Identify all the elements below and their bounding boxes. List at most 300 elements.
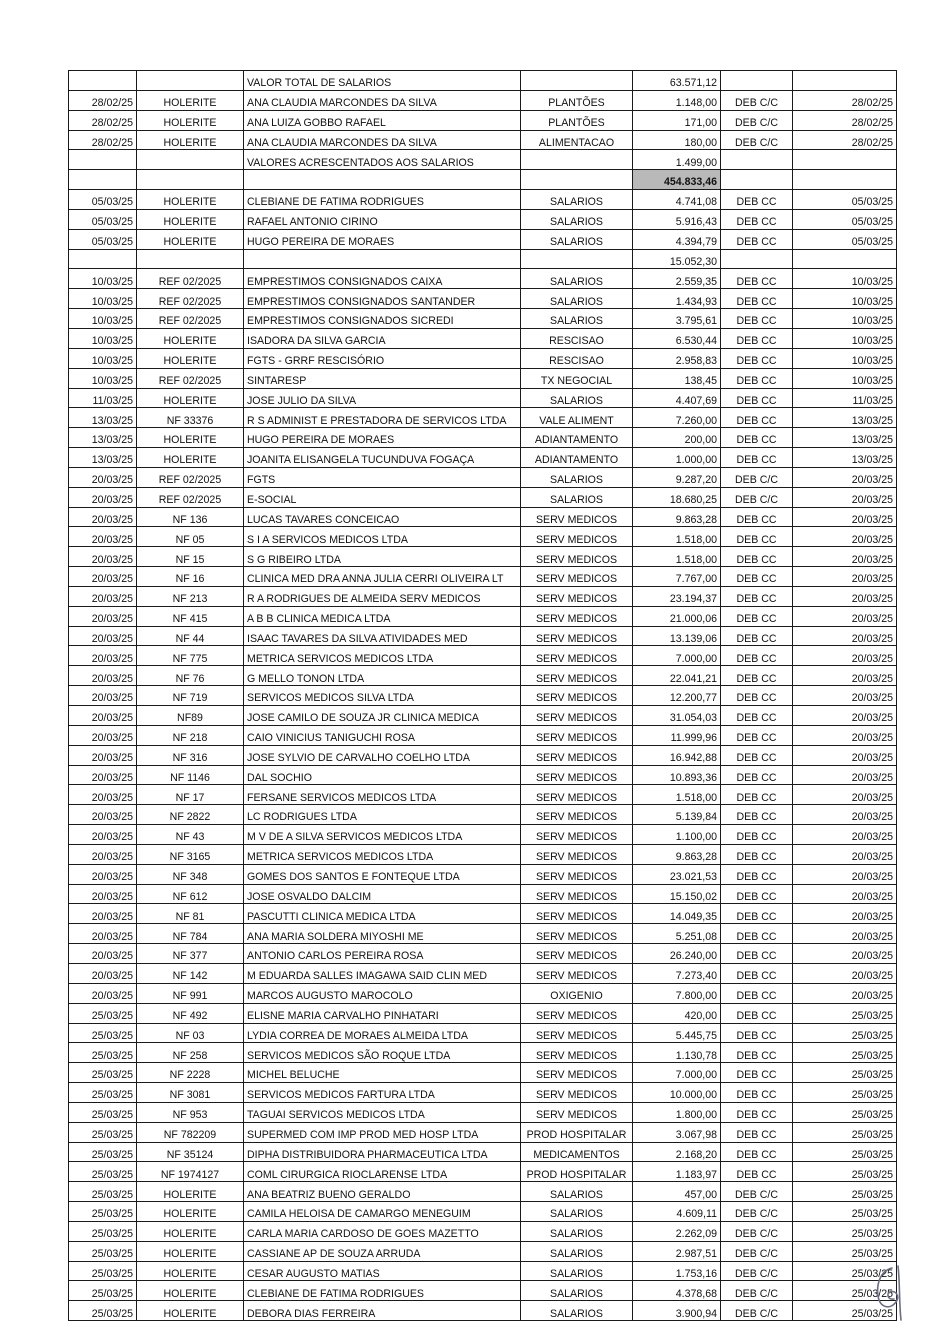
- row-description: EMPRESTIMOS CONSIGNADOS SICREDI: [244, 309, 521, 329]
- row-description: SERVICOS MEDICOS FARTURA LTDA: [244, 1083, 521, 1103]
- row-payment: DEB CC: [721, 924, 793, 944]
- row-payment: DEB CC: [721, 1063, 793, 1083]
- row-description: CESAR AUGUSTO MATIAS: [244, 1261, 521, 1281]
- table-row: [69, 567, 897, 587]
- row-value: 2.987,51: [633, 1241, 721, 1261]
- row-category: [521, 170, 633, 190]
- table-row: [69, 190, 897, 210]
- row-value: 7.000,00: [633, 646, 721, 666]
- row-description: FGTS: [244, 467, 521, 487]
- row-paid-date: 13/03/25: [793, 408, 897, 428]
- row-category: SALARIOS: [521, 1281, 633, 1301]
- row-doc: NF 81: [137, 904, 244, 924]
- table-row: [69, 1142, 897, 1162]
- row-paid-date: 25/03/25: [793, 1102, 897, 1122]
- row-payment: DEB CC: [721, 428, 793, 448]
- row-doc: NF 16: [137, 567, 244, 587]
- row-value: 454.833,46: [633, 170, 721, 190]
- row-description: ANA CLAUDIA MARCONDES DA SILVA: [244, 90, 521, 110]
- table-row: [69, 209, 897, 229]
- row-payment: DEB CC: [721, 309, 793, 329]
- row-paid-date: 20/03/25: [793, 527, 897, 547]
- row-description: ANA CLAUDIA MARCONDES DA SILVA: [244, 130, 521, 150]
- row-payment: DEB CC: [721, 844, 793, 864]
- row-category: ALIMENTACAO: [521, 130, 633, 150]
- row-value: 12.200,77: [633, 686, 721, 706]
- row-payment: DEB CC: [721, 348, 793, 368]
- row-value: 420,00: [633, 1003, 721, 1023]
- row-payment: DEB CC: [721, 269, 793, 289]
- row-date: 10/03/25: [69, 309, 137, 329]
- row-payment: DEB CC: [721, 388, 793, 408]
- row-category: SERV MEDICOS: [521, 507, 633, 527]
- row-paid-date: 20/03/25: [793, 467, 897, 487]
- table-row: [69, 765, 897, 785]
- row-category: SALARIOS: [521, 269, 633, 289]
- row-doc: REF 02/2025: [137, 467, 244, 487]
- table-row: [69, 666, 897, 686]
- table-row: [69, 388, 897, 408]
- row-category: SALARIOS: [521, 190, 633, 210]
- table-row: [69, 90, 897, 110]
- row-payment: [721, 150, 793, 170]
- row-payment: DEB CC: [721, 765, 793, 785]
- row-value: 15.150,02: [633, 884, 721, 904]
- row-description: ANA BEATRIZ BUENO GERALDO: [244, 1182, 521, 1202]
- row-category: RESCISAO: [521, 348, 633, 368]
- row-doc: HOLERITE: [137, 209, 244, 229]
- row-description: DIPHA DISTRIBUIDORA PHARMACEUTICA LTDA: [244, 1142, 521, 1162]
- row-date: 20/03/25: [69, 963, 137, 983]
- row-payment: DEB CC: [721, 507, 793, 527]
- row-payment: DEB CC: [721, 229, 793, 249]
- row-date: 25/03/25: [69, 1003, 137, 1023]
- table-row: [69, 1182, 897, 1202]
- row-value: 26.240,00: [633, 944, 721, 964]
- row-payment: [721, 249, 793, 269]
- table-row: [69, 1003, 897, 1023]
- row-description: JOANITA ELISANGELA TUCUNDUVA FOGAÇA: [244, 448, 521, 468]
- row-paid-date: 28/02/25: [793, 130, 897, 150]
- row-description: SERVICOS MEDICOS SILVA LTDA: [244, 686, 521, 706]
- row-doc: NF 142: [137, 963, 244, 983]
- row-description: VALORES ACRESCENTADOS AOS SALARIOS: [244, 150, 521, 170]
- row-value: 1.183,97: [633, 1162, 721, 1182]
- row-paid-date: 20/03/25: [793, 666, 897, 686]
- row-category: SALARIOS: [521, 1221, 633, 1241]
- row-paid-date: 20/03/25: [793, 725, 897, 745]
- row-value: 2.262,09: [633, 1221, 721, 1241]
- row-paid-date: [793, 71, 897, 91]
- row-description: ELISNE MARIA CARVALHO PINHATARI: [244, 1003, 521, 1023]
- row-category: SALARIOS: [521, 229, 633, 249]
- row-paid-date: 20/03/25: [793, 606, 897, 626]
- row-description: VALOR TOTAL DE SALARIOS: [244, 71, 521, 91]
- row-payment: DEB CC: [721, 368, 793, 388]
- row-payment: DEB CC: [721, 1122, 793, 1142]
- table-row: [69, 1083, 897, 1103]
- row-payment: DEB CC: [721, 527, 793, 547]
- row-doc: NF 415: [137, 606, 244, 626]
- row-paid-date: 25/03/25: [793, 1281, 897, 1301]
- row-category: SERV MEDICOS: [521, 567, 633, 587]
- row-date: 20/03/25: [69, 606, 137, 626]
- row-paid-date: 25/03/25: [793, 1083, 897, 1103]
- row-category: SERV MEDICOS: [521, 805, 633, 825]
- row-paid-date: 25/03/25: [793, 1063, 897, 1083]
- row-date: 20/03/25: [69, 785, 137, 805]
- row-payment: DEB CC: [721, 448, 793, 468]
- row-doc: REF 02/2025: [137, 368, 244, 388]
- row-category: SERV MEDICOS: [521, 1003, 633, 1023]
- table-row: [69, 507, 897, 527]
- row-date: [69, 170, 137, 190]
- row-category: SERV MEDICOS: [521, 1043, 633, 1063]
- row-category: SALARIOS: [521, 1202, 633, 1222]
- row-payment: DEB C/C: [721, 90, 793, 110]
- table-row: [69, 368, 897, 388]
- table-row: [69, 487, 897, 507]
- row-doc: NF 1146: [137, 765, 244, 785]
- row-paid-date: 20/03/25: [793, 507, 897, 527]
- row-category: PROD HOSPITALAR: [521, 1122, 633, 1142]
- row-date: 20/03/25: [69, 844, 137, 864]
- row-doc: NF 377: [137, 944, 244, 964]
- row-date: 20/03/25: [69, 983, 137, 1003]
- row-payment: DEB CC: [721, 825, 793, 845]
- row-date: 25/03/25: [69, 1241, 137, 1261]
- row-date: 05/03/25: [69, 190, 137, 210]
- row-date: 20/03/25: [69, 507, 137, 527]
- row-category: OXIGENIO: [521, 983, 633, 1003]
- row-description: DEBORA DIAS FERREIRA: [244, 1301, 521, 1321]
- row-date: 20/03/25: [69, 805, 137, 825]
- row-date: 20/03/25: [69, 586, 137, 606]
- row-doc: [137, 249, 244, 269]
- row-value: 6.530,44: [633, 328, 721, 348]
- row-date: 25/03/25: [69, 1043, 137, 1063]
- row-value: 5.916,43: [633, 209, 721, 229]
- row-paid-date: 25/03/25: [793, 1261, 897, 1281]
- row-description: CLEBIANE DE FATIMA RODRIGUES: [244, 1281, 521, 1301]
- row-description: SUPERMED COM IMP PROD MED HOSP LTDA: [244, 1122, 521, 1142]
- row-payment: DEB CC: [721, 1142, 793, 1162]
- row-paid-date: 25/03/25: [793, 1122, 897, 1142]
- row-payment: DEB C/C: [721, 1301, 793, 1321]
- row-date: 13/03/25: [69, 428, 137, 448]
- row-value: 1.753,16: [633, 1261, 721, 1281]
- row-description: METRICA SERVICOS MEDICOS LTDA: [244, 844, 521, 864]
- row-payment: DEB CC: [721, 745, 793, 765]
- row-date: [69, 249, 137, 269]
- row-category: SERV MEDICOS: [521, 666, 633, 686]
- row-date: 13/03/25: [69, 408, 137, 428]
- row-paid-date: 10/03/25: [793, 289, 897, 309]
- row-payment: DEB CC: [721, 686, 793, 706]
- table-row: [69, 110, 897, 130]
- table-row: [69, 1102, 897, 1122]
- row-doc: NF 76: [137, 666, 244, 686]
- row-date: 20/03/25: [69, 467, 137, 487]
- row-category: ADIANTAMENTO: [521, 448, 633, 468]
- row-payment: DEB CC: [721, 1043, 793, 1063]
- row-paid-date: 20/03/25: [793, 805, 897, 825]
- row-value: 31.054,03: [633, 706, 721, 726]
- row-paid-date: 10/03/25: [793, 269, 897, 289]
- row-category: SERV MEDICOS: [521, 1083, 633, 1103]
- row-value: 3.795,61: [633, 309, 721, 329]
- row-paid-date: 20/03/25: [793, 864, 897, 884]
- row-category: SALARIOS: [521, 388, 633, 408]
- row-description: JOSE JULIO DA SILVA: [244, 388, 521, 408]
- row-description: EMPRESTIMOS CONSIGNADOS CAIXA: [244, 269, 521, 289]
- row-category: PROD HOSPITALAR: [521, 1162, 633, 1182]
- row-description: [244, 170, 521, 190]
- row-doc: HOLERITE: [137, 1241, 244, 1261]
- row-doc: HOLERITE: [137, 90, 244, 110]
- row-description: TAGUAI SERVICOS MEDICOS LTDA: [244, 1102, 521, 1122]
- row-description: ISAAC TAVARES DA SILVA ATIVIDADES MED: [244, 626, 521, 646]
- table-row: [69, 586, 897, 606]
- row-category: SERV MEDICOS: [521, 547, 633, 567]
- row-payment: DEB CC: [721, 944, 793, 964]
- row-paid-date: [793, 170, 897, 190]
- row-date: 20/03/25: [69, 825, 137, 845]
- row-doc: HOLERITE: [137, 1221, 244, 1241]
- row-value: 2.168,20: [633, 1142, 721, 1162]
- row-description: A B B CLINICA MEDICA LTDA: [244, 606, 521, 626]
- row-date: 25/03/25: [69, 1023, 137, 1043]
- row-paid-date: 20/03/25: [793, 765, 897, 785]
- table-row: [69, 1261, 897, 1281]
- row-doc: HOLERITE: [137, 1281, 244, 1301]
- row-payment: DEB CC: [721, 1102, 793, 1122]
- row-category: PLANTÕES: [521, 90, 633, 110]
- row-description: METRICA SERVICOS MEDICOS LTDA: [244, 646, 521, 666]
- row-value: 1.518,00: [633, 527, 721, 547]
- table-row: [69, 289, 897, 309]
- row-description: PASCUTTI CLINICA MEDICA LTDA: [244, 904, 521, 924]
- row-value: 1.518,00: [633, 785, 721, 805]
- row-category: SERV MEDICOS: [521, 686, 633, 706]
- row-doc: REF 02/2025: [137, 309, 244, 329]
- row-date: 20/03/25: [69, 924, 137, 944]
- row-category: ADIANTAMENTO: [521, 428, 633, 448]
- row-payment: DEB CC: [721, 567, 793, 587]
- row-description: R A RODRIGUES DE ALMEIDA SERV MEDICOS: [244, 586, 521, 606]
- row-doc: HOLERITE: [137, 1301, 244, 1321]
- row-category: SERV MEDICOS: [521, 963, 633, 983]
- row-doc: NF 2228: [137, 1063, 244, 1083]
- row-category: SERV MEDICOS: [521, 765, 633, 785]
- row-value: 15.052,30: [633, 249, 721, 269]
- row-category: SERV MEDICOS: [521, 785, 633, 805]
- row-doc: NF 775: [137, 646, 244, 666]
- row-value: 1.434,93: [633, 289, 721, 309]
- row-category: SERV MEDICOS: [521, 864, 633, 884]
- table-row: [69, 1063, 897, 1083]
- row-description: JOSE CAMILO DE SOUZA JR CLINICA MEDICA: [244, 706, 521, 726]
- row-date: 25/03/25: [69, 1063, 137, 1083]
- row-value: 5.251,08: [633, 924, 721, 944]
- row-value: 1.100,00: [633, 825, 721, 845]
- row-paid-date: 20/03/25: [793, 686, 897, 706]
- row-description: GOMES DOS SANTOS E FONTEQUE LTDA: [244, 864, 521, 884]
- row-paid-date: 25/03/25: [793, 1202, 897, 1222]
- row-category: SALARIOS: [521, 467, 633, 487]
- row-description: ANA MARIA SOLDERA MIYOSHI ME: [244, 924, 521, 944]
- table-row: [69, 348, 897, 368]
- row-doc: NF 213: [137, 586, 244, 606]
- row-payment: DEB CC: [721, 666, 793, 686]
- row-date: 25/03/25: [69, 1083, 137, 1103]
- row-doc: HOLERITE: [137, 1261, 244, 1281]
- row-category: SERV MEDICOS: [521, 1102, 633, 1122]
- row-category: MEDICAMENTOS: [521, 1142, 633, 1162]
- row-doc: NF 35124: [137, 1142, 244, 1162]
- row-date: 20/03/25: [69, 567, 137, 587]
- row-payment: DEB C/C: [721, 1221, 793, 1241]
- row-paid-date: 05/03/25: [793, 190, 897, 210]
- row-value: 9.287,20: [633, 467, 721, 487]
- row-category: SERV MEDICOS: [521, 924, 633, 944]
- table-row: [69, 130, 897, 150]
- row-date: 10/03/25: [69, 289, 137, 309]
- row-value: 7.767,00: [633, 567, 721, 587]
- row-category: SALARIOS: [521, 1182, 633, 1202]
- row-paid-date: 25/03/25: [793, 1003, 897, 1023]
- row-value: 4.741,08: [633, 190, 721, 210]
- row-description: EMPRESTIMOS CONSIGNADOS SANTANDER: [244, 289, 521, 309]
- table-row: [69, 269, 897, 289]
- row-category: SERV MEDICOS: [521, 1023, 633, 1043]
- row-paid-date: 28/02/25: [793, 110, 897, 130]
- row-description: JOSE SYLVIO DE CARVALHO COELHO LTDA: [244, 745, 521, 765]
- row-doc: NF 2822: [137, 805, 244, 825]
- row-date: 20/03/25: [69, 487, 137, 507]
- table-row: [69, 725, 897, 745]
- row-value: 1.499,00: [633, 150, 721, 170]
- row-date: 20/03/25: [69, 527, 137, 547]
- row-value: 171,00: [633, 110, 721, 130]
- row-doc: NF 1974127: [137, 1162, 244, 1182]
- table-row: [69, 785, 897, 805]
- row-paid-date: 20/03/25: [793, 963, 897, 983]
- row-payment: DEB CC: [721, 586, 793, 606]
- row-doc: NF 03: [137, 1023, 244, 1043]
- row-paid-date: 05/03/25: [793, 209, 897, 229]
- table-row: [69, 924, 897, 944]
- table-row: [69, 547, 897, 567]
- row-payment: [721, 71, 793, 91]
- row-value: 7.273,40: [633, 963, 721, 983]
- row-category: SERV MEDICOS: [521, 825, 633, 845]
- row-paid-date: 20/03/25: [793, 924, 897, 944]
- row-doc: NF 15: [137, 547, 244, 567]
- row-value: 22.041,21: [633, 666, 721, 686]
- row-date: 05/03/25: [69, 209, 137, 229]
- row-value: 18.680,25: [633, 487, 721, 507]
- table-row: [69, 646, 897, 666]
- row-doc: HOLERITE: [137, 1202, 244, 1222]
- row-category: SERV MEDICOS: [521, 745, 633, 765]
- table-row: [69, 825, 897, 845]
- row-date: 25/03/25: [69, 1221, 137, 1241]
- table-row: [69, 1043, 897, 1063]
- row-value: 14.049,35: [633, 904, 721, 924]
- table-row: [69, 71, 897, 91]
- row-value: 4.407,69: [633, 388, 721, 408]
- row-payment: DEB C/C: [721, 467, 793, 487]
- row-doc: NF 33376: [137, 408, 244, 428]
- row-date: 13/03/25: [69, 448, 137, 468]
- row-date: 20/03/25: [69, 547, 137, 567]
- row-value: 11.999,96: [633, 725, 721, 745]
- row-payment: DEB CC: [721, 606, 793, 626]
- row-payment: DEB C/C: [721, 1281, 793, 1301]
- row-category: [521, 150, 633, 170]
- table-row: [69, 527, 897, 547]
- row-doc: NF 612: [137, 884, 244, 904]
- row-payment: DEB CC: [721, 190, 793, 210]
- row-paid-date: 25/03/25: [793, 1043, 897, 1063]
- row-value: 5.445,75: [633, 1023, 721, 1043]
- row-paid-date: 25/03/25: [793, 1241, 897, 1261]
- row-payment: DEB C/C: [721, 1202, 793, 1222]
- row-date: 20/03/25: [69, 706, 137, 726]
- row-paid-date: 20/03/25: [793, 825, 897, 845]
- row-doc: REF 02/2025: [137, 487, 244, 507]
- row-description: COML CIRURGICA RIOCLARENSE LTDA: [244, 1162, 521, 1182]
- row-payment: DEB CC: [721, 1162, 793, 1182]
- row-paid-date: 20/03/25: [793, 586, 897, 606]
- row-date: 20/03/25: [69, 745, 137, 765]
- row-value: 13.139,06: [633, 626, 721, 646]
- table-row: [69, 309, 897, 329]
- table-row: [69, 1241, 897, 1261]
- row-doc: HOLERITE: [137, 110, 244, 130]
- row-paid-date: 11/03/25: [793, 388, 897, 408]
- row-description: LYDIA CORREA DE MORAES ALMEIDA LTDA: [244, 1023, 521, 1043]
- row-payment: DEB CC: [721, 328, 793, 348]
- row-category: SERV MEDICOS: [521, 527, 633, 547]
- row-doc: [137, 71, 244, 91]
- row-paid-date: 25/03/25: [793, 1142, 897, 1162]
- row-date: 28/02/25: [69, 130, 137, 150]
- row-value: 2.958,83: [633, 348, 721, 368]
- row-category: SALARIOS: [521, 1261, 633, 1281]
- row-date: 10/03/25: [69, 368, 137, 388]
- row-value: 4.609,11: [633, 1202, 721, 1222]
- row-category: PLANTÕES: [521, 110, 633, 130]
- row-description: SINTARESP: [244, 368, 521, 388]
- row-payment: DEB CC: [721, 408, 793, 428]
- row-doc: NF 316: [137, 745, 244, 765]
- row-payment: DEB CC: [721, 805, 793, 825]
- row-date: 05/03/25: [69, 229, 137, 249]
- table-row: [69, 963, 897, 983]
- row-paid-date: 25/03/25: [793, 1023, 897, 1043]
- row-payment: DEB C/C: [721, 110, 793, 130]
- row-paid-date: 25/03/25: [793, 1221, 897, 1241]
- row-description: JOSE OSVALDO DALCIM: [244, 884, 521, 904]
- table-row: [69, 170, 897, 190]
- table-row: [69, 844, 897, 864]
- row-paid-date: 20/03/25: [793, 944, 897, 964]
- row-doc: [137, 170, 244, 190]
- table-row: [69, 328, 897, 348]
- row-category: SALARIOS: [521, 309, 633, 329]
